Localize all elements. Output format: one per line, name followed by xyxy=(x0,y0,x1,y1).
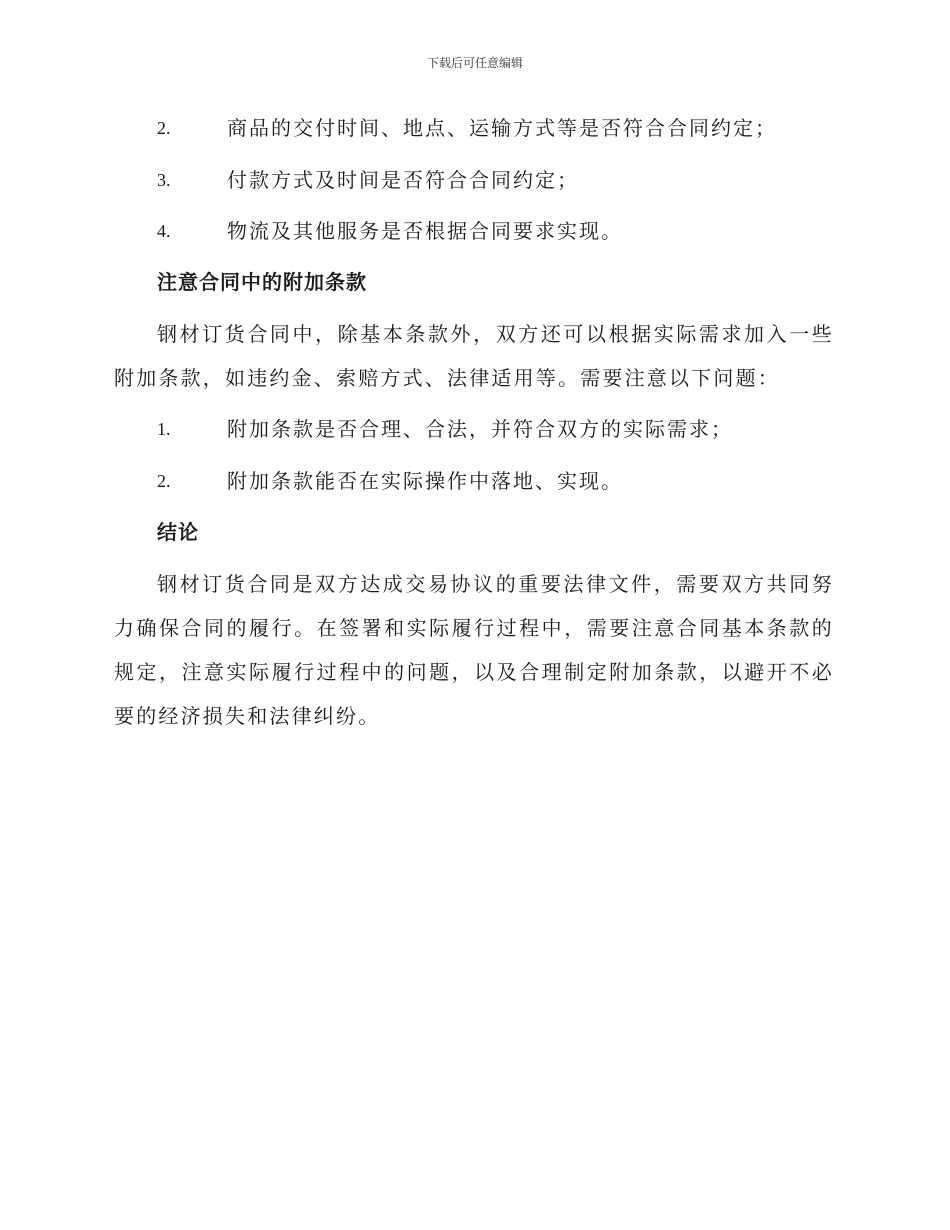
list-text: 附加条款能否在实际操作中落地、实现。 xyxy=(227,469,623,493)
section-heading-additional-terms: 注意合同中的附加条款 xyxy=(157,270,367,294)
paragraph-conclusion: 钢材订货合同是双方达成交易协议的重要法律文件，需要双方共同努力确保合同的履行。在签署和实际履行过程中，需要注意合同基本条款的规定，注意实际履行过程中的问题，以及合理制定附加条款，以避开不必要的经济损失和法律纠纷。 xyxy=(114,572,834,728)
paragraph-additional-terms: 钢材订货合同中，除基本条款外，双方还可以根据实际需求加入一些附加条款，如违约金、索赔方式、法律适用等。需要注意以下问题： xyxy=(114,322,834,390)
page-header: 下载后可任意编辑 xyxy=(426,56,523,70)
section-heading-conclusion: 结论 xyxy=(157,520,199,544)
list-text: 物流及其他服务是否根据合同要求实现。 xyxy=(227,219,623,243)
list-number: 2. xyxy=(157,471,171,491)
list-text: 附加条款是否合理、合法，并符合双方的实际需求； xyxy=(227,417,733,441)
list-text: 付款方式及时间是否符合合同约定； xyxy=(227,168,579,192)
list-number: 1. xyxy=(157,419,171,439)
list-number: 4. xyxy=(157,221,171,241)
list-number: 3. xyxy=(157,170,171,190)
list-number: 2. xyxy=(157,118,171,138)
list-text: 商品的交付时间、地点、运输方式等是否符合合同约定； xyxy=(227,116,777,140)
